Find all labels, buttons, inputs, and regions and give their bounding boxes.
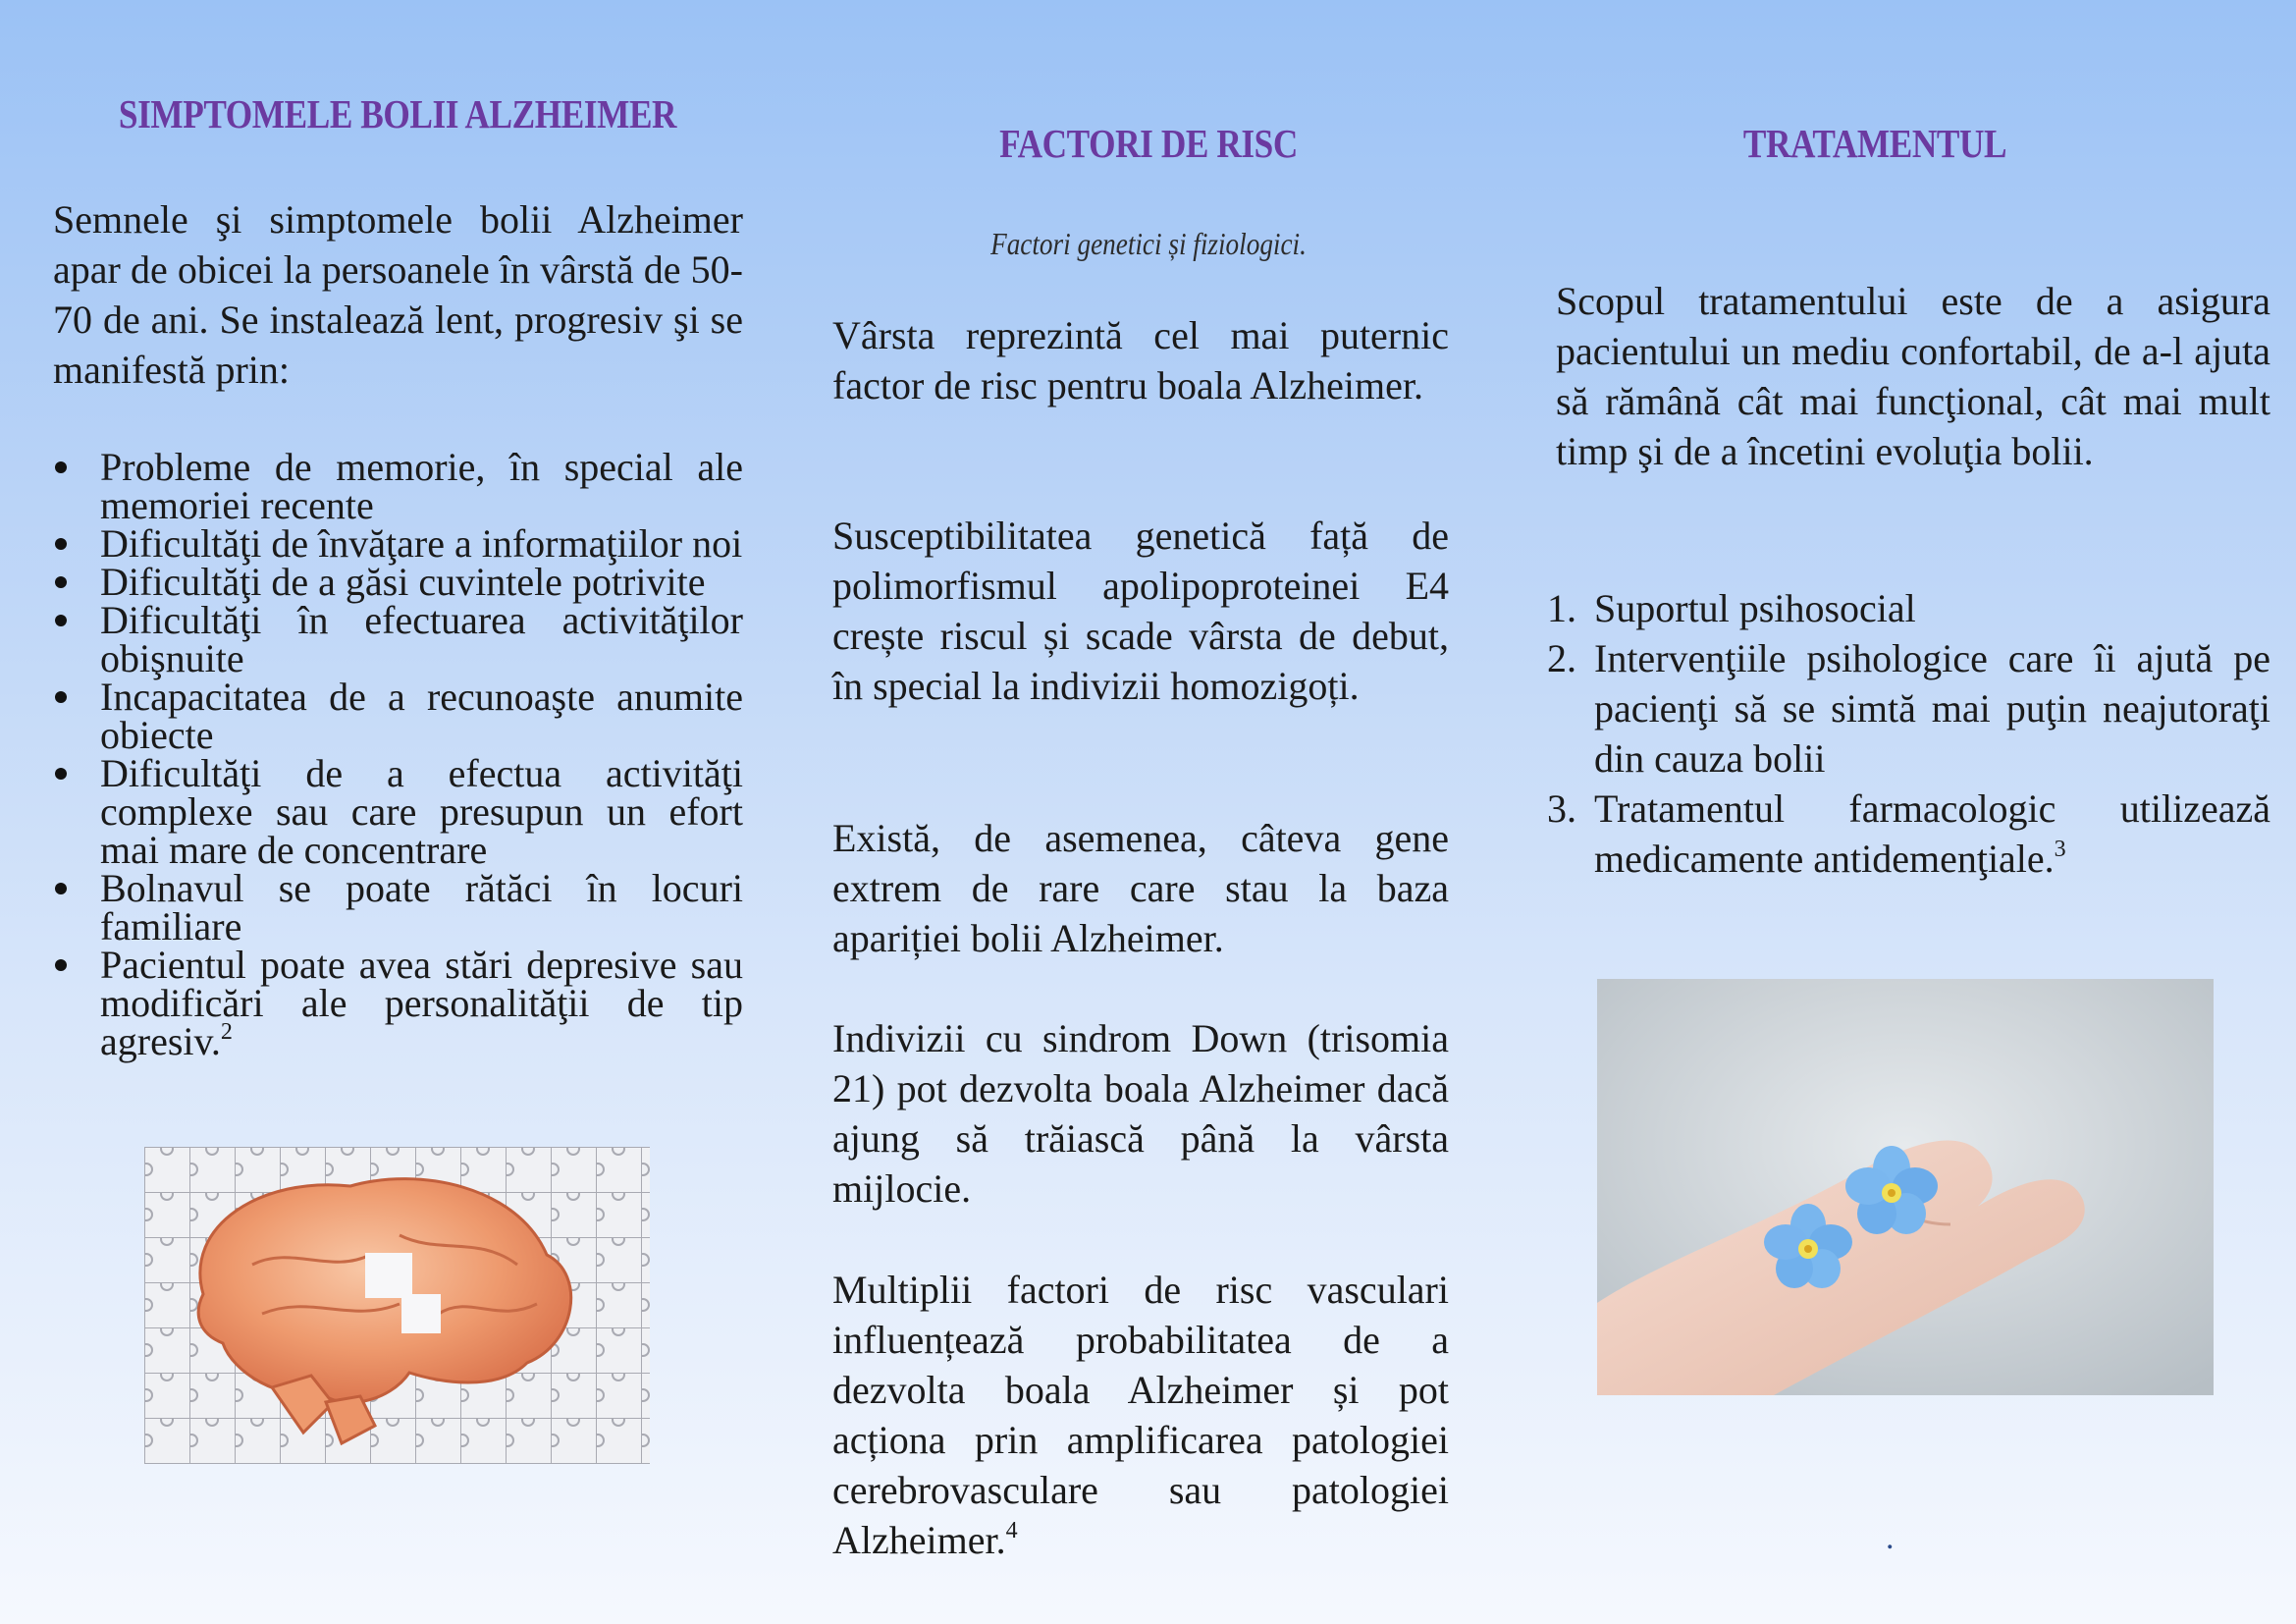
footnote-marker: 4 [1005,1518,1018,1543]
footnote-marker: 2 [220,1019,233,1045]
risk-factors-subtitle: Factori genetici și fiziologici. [990,226,1307,261]
list-number: 1. [1547,586,1576,630]
risk-factors-heading: FACTORI DE RISC [999,121,1298,166]
brain-puzzle-image [144,1147,650,1464]
forget-me-not-flowers-image [1597,979,2214,1395]
list-item: 3. Tratamentul farmacologic utilizează medicamente antidemenţiale.$^3$ [1547,784,2270,884]
bullet-icon [55,538,67,550]
risk-paragraph: Există, de asemenea, câteva gene extrem de rare care stau la baza apariției bolii Alzheimer. [832,816,1449,960]
bullet-icon [55,959,67,971]
list-item: Incapacitatea de a recunoaşte anumite obiecte [51,677,743,754]
treatment-list [1547,583,2270,884]
list-item: Bolnavul se poate rătăci în locuri familiare [51,869,743,946]
list-number: 3. [1547,786,1576,831]
list-item: 1. Suportul psihosocial [1547,583,2270,633]
bullet-icon [55,576,67,588]
list-item: Dificultăţi de învăţare a informaţiilor noi [51,524,743,563]
list-number: 2. [1547,636,1576,680]
list-item: Dificultăţi în efectuarea activităţilor obişnuite [51,601,743,677]
symptoms-intro: Semnele şi simptomele bolii Alzheimer apar de obicei la persoanele în vârstă de 50-70 de ani. Se instalează lent, progresiv şi se manifestă prin: [53,197,743,392]
risk-paragraph: Vârsta reprezintă cel mai puternic factor de risc pentru boala Alzheimer. [832,313,1449,407]
treatment-intro: Scopul tratamentului este de a asigura pacientului un mediu confortabil, de a-l ajuta să rămână cât mai funcţional, cât mai mult timp şi de a încetini evoluţia bolii. [1556,279,2270,473]
footnote-marker: 3 [2054,837,2066,862]
list-item: Probleme de memorie, în special ale memoriei recente [51,448,743,524]
trailing-dot: . [1886,1520,1895,1556]
risk-paragraph: Susceptibilitatea genetică față de polimorfismul apolipoproteinei E4 crește riscul și scade vârsta de debut, în special la indivizii homozigoți. [832,514,1449,708]
bullet-icon [55,461,67,473]
bullet-icon [55,768,67,780]
list-item: Dificultăţi de a găsi cuvintele potrivite [51,563,743,601]
list-item: 2. Intervenţiile psihologice care îi ajută pe pacienţi să se simtă mai puţin neajutoraţi din cauza bolii [1547,633,2270,784]
symptoms-list [51,445,743,1063]
symptoms-heading: SIMPTOMELE BOLII ALZHEIMER [118,91,677,136]
risk-paragraph: Indivizii cu sindrom Down (trisomia 21) pot dezvolta boala Alzheimer dacă ajung să trăiască până la vârsta mijlocie. [832,1016,1449,1211]
risk-paragraph: Multiplii factori de risc vasculari influențează probabilitatea de a dezvolta boala Alzheimer și pot acționa prin amplificarea patologiei cerebrovasculare sau patologiei Alzheimer.$^4$ [832,1268,1449,1562]
list-item: Pacientul poate avea stări depresive sau modificări ale personalităţii de tip agresiv.$^2$ [51,946,743,1060]
bullet-icon [55,883,67,894]
treatment-heading: TRATAMENTUL [1742,121,2007,166]
bullet-icon [55,691,67,703]
bullet-icon [55,615,67,626]
list-item: Dificultăţi de a efectua activităţi complexe sau care presupun un efort mai mare de concentrare [51,754,743,869]
